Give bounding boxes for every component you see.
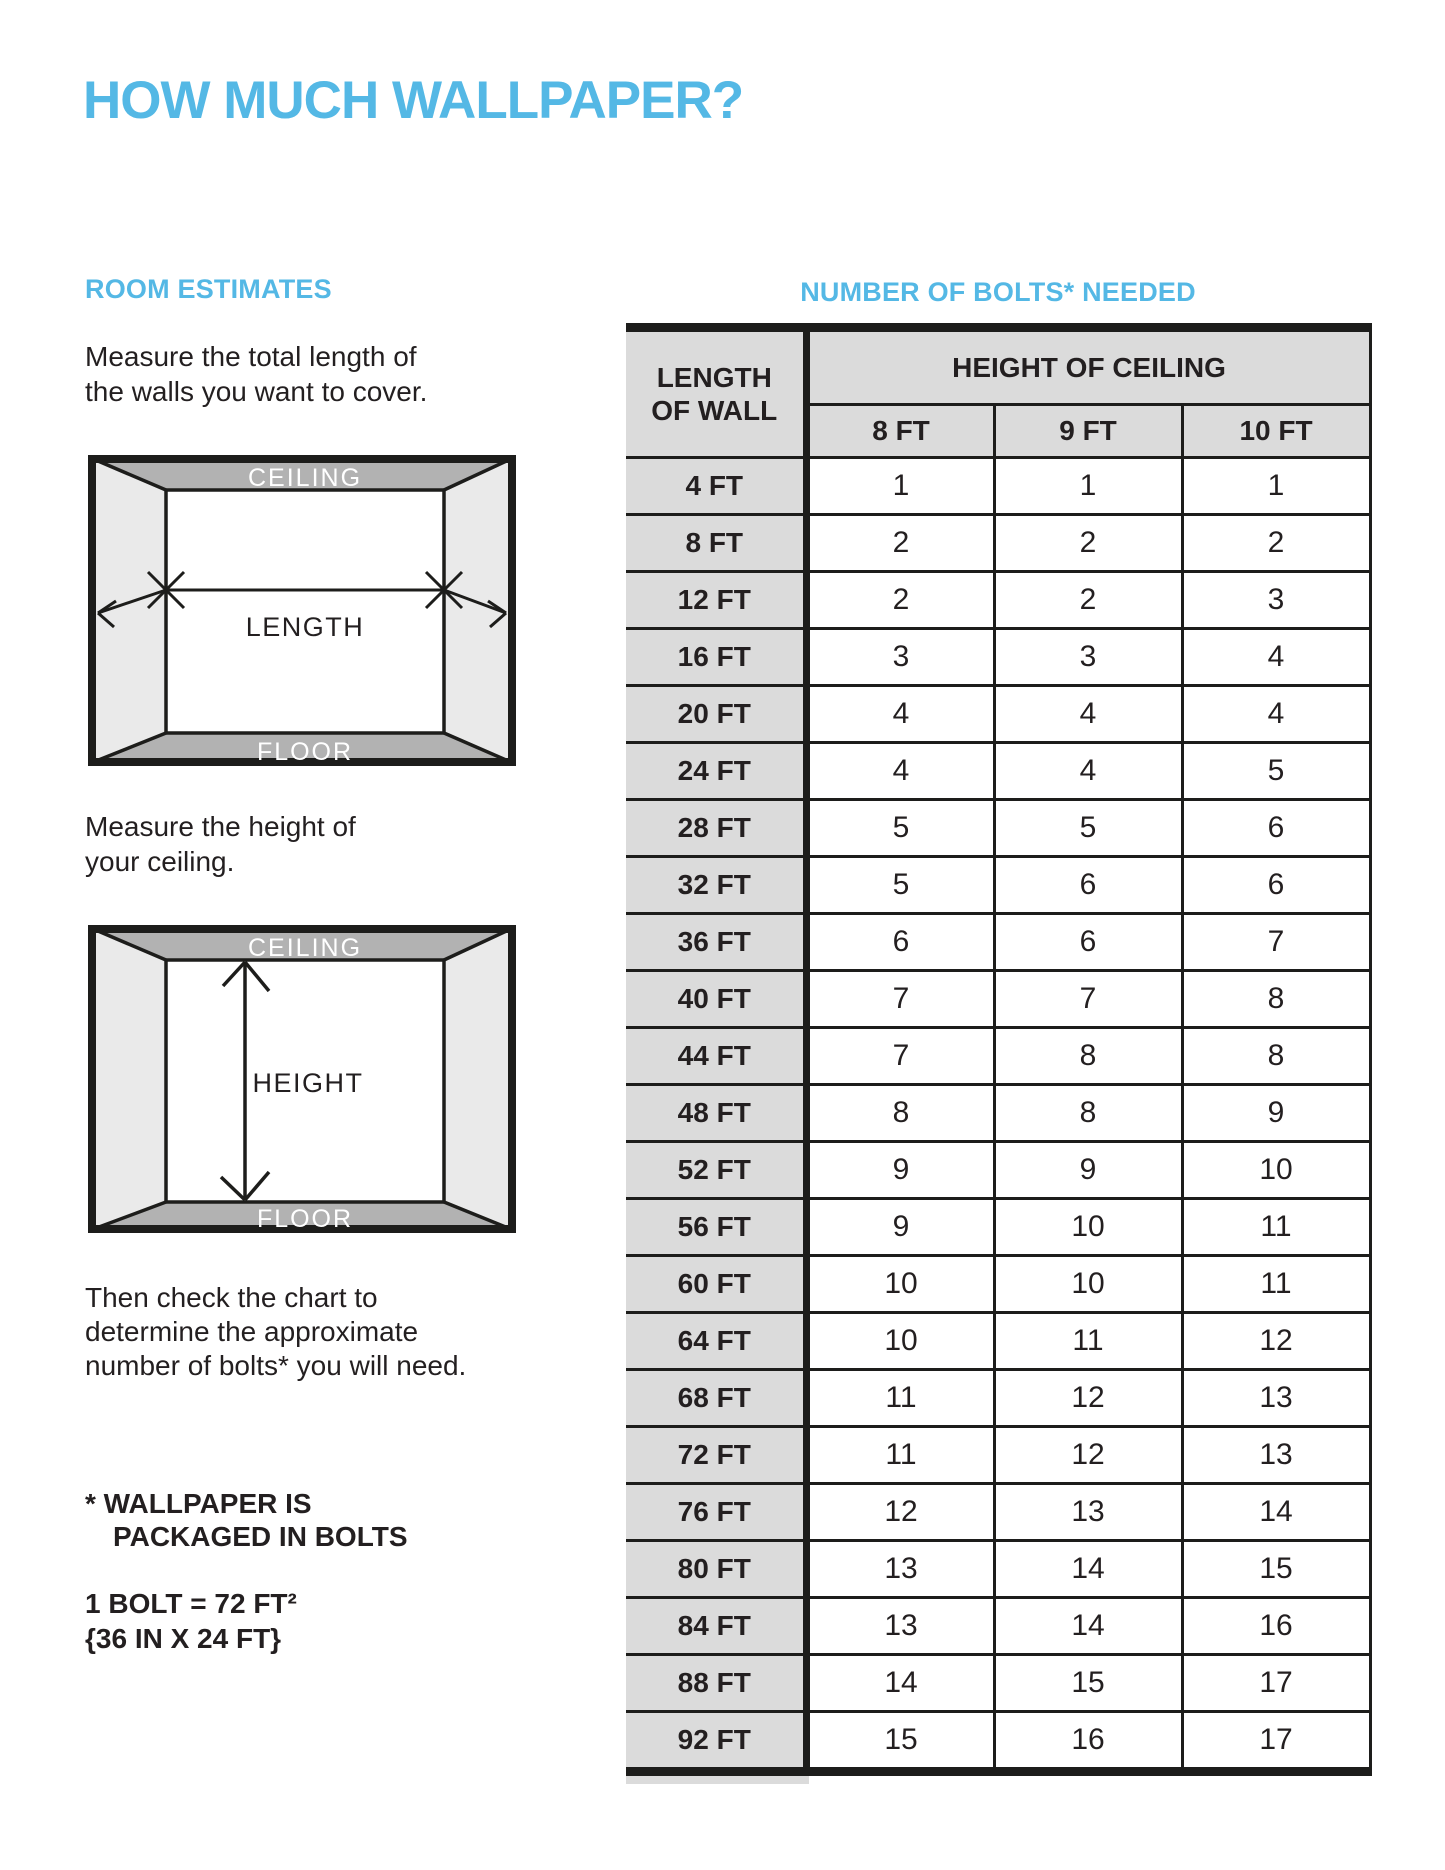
length-of-wall-header — [626, 328, 806, 458]
bolts-table — [626, 323, 1372, 1776]
ceiling-9ft-header: 9 FT — [994, 405, 1182, 458]
table-row — [626, 1313, 1370, 1370]
wall-length-label: 64 FT — [626, 1313, 806, 1370]
ceiling-10ft-header: 10 FT — [1182, 405, 1370, 458]
bolt-count-cell: 15 — [1182, 1541, 1370, 1598]
bolt-count-cell: 16 — [1182, 1598, 1370, 1655]
bolt-count-cell: 5 — [1182, 743, 1370, 800]
wall-length-label: 52 FT — [626, 1142, 806, 1199]
bolt-count-cell: 6 — [806, 914, 994, 971]
bolt-count-cell: 4 — [806, 686, 994, 743]
bolt-count-cell: 16 — [994, 1712, 1182, 1772]
table-row — [626, 515, 1370, 572]
bolts-table-container — [626, 323, 1370, 1784]
wall-length-label: 24 FT — [626, 743, 806, 800]
bolt-count-cell: 8 — [994, 1085, 1182, 1142]
room-estimates-heading: ROOM ESTIMATES — [85, 274, 332, 304]
bolt-definition — [85, 1586, 297, 1656]
bolt-count-cell: 4 — [994, 686, 1182, 743]
wall-length-label: 28 FT — [626, 800, 806, 857]
bolt-count-cell: 3 — [1182, 572, 1370, 629]
paragraph-line: determine the approximate — [85, 1316, 419, 1347]
table-row — [626, 1427, 1370, 1484]
ceiling-8ft-header: 8 FT — [806, 405, 994, 458]
bolt-count-cell: 10 — [994, 1199, 1182, 1256]
wall-length-label: 44 FT — [626, 1028, 806, 1085]
wall-length-label: 76 FT — [626, 1484, 806, 1541]
height-label: HEIGHT — [252, 1068, 364, 1098]
wall-length-label: 68 FT — [626, 1370, 806, 1427]
bolt-count-cell: 11 — [994, 1313, 1182, 1370]
wall-length-label: 8 FT — [626, 515, 806, 572]
table-row — [626, 1256, 1370, 1313]
bolt-count-cell: 3 — [994, 629, 1182, 686]
bolt-count-cell: 10 — [1182, 1142, 1370, 1199]
bolt-count-cell: 2 — [994, 515, 1182, 572]
bolt-count-cell: 9 — [806, 1199, 994, 1256]
bolt-count-cell: 3 — [806, 629, 994, 686]
bolt-count-cell: 12 — [1182, 1313, 1370, 1370]
page-title: HOW MUCH WALLPAPER? — [83, 71, 744, 130]
wallpaper-bolts-footnote — [85, 1487, 408, 1553]
bolt-count-cell: 2 — [1182, 515, 1370, 572]
table-row — [626, 1199, 1370, 1256]
bolt-count-cell: 8 — [806, 1085, 994, 1142]
length-label: LENGTH — [245, 612, 365, 642]
wall-length-label: 16 FT — [626, 629, 806, 686]
bolt-count-cell: 9 — [994, 1142, 1182, 1199]
table-body — [626, 458, 1370, 1772]
bolt-count-cell: 13 — [806, 1541, 994, 1598]
bolt-count-cell: 4 — [994, 743, 1182, 800]
bolt-count-cell: 12 — [994, 1427, 1182, 1484]
bolt-count-cell: 8 — [1182, 1028, 1370, 1085]
wall-length-label: 56 FT — [626, 1199, 806, 1256]
wall-length-label: 92 FT — [626, 1712, 806, 1772]
table-row — [626, 1541, 1370, 1598]
bolt-definition-line: {36 IN X 24 FT} — [85, 1623, 282, 1654]
bolt-count-cell: 15 — [994, 1655, 1182, 1712]
bolt-count-cell: 1 — [994, 458, 1182, 515]
table-header-row — [626, 328, 1370, 405]
bolt-count-cell: 14 — [806, 1655, 994, 1712]
paragraph-line: your ceiling. — [85, 846, 235, 877]
bolt-count-cell: 4 — [1182, 629, 1370, 686]
table-row — [626, 1712, 1370, 1772]
table-row — [626, 1655, 1370, 1712]
ceiling-label: CEILING — [247, 464, 363, 492]
table-row — [626, 686, 1370, 743]
bolt-count-cell: 2 — [994, 572, 1182, 629]
bolt-count-cell: 14 — [994, 1598, 1182, 1655]
bolt-count-cell: 11 — [806, 1427, 994, 1484]
floor-label: FLOOR — [256, 1205, 354, 1233]
bolt-count-cell: 7 — [1182, 914, 1370, 971]
table-row — [626, 800, 1370, 857]
table-row — [626, 1598, 1370, 1655]
wall-length-label: 36 FT — [626, 914, 806, 971]
wall-length-label: 40 FT — [626, 971, 806, 1028]
table-row — [626, 458, 1370, 515]
table-row — [626, 1370, 1370, 1427]
bolt-count-cell: 11 — [1182, 1199, 1370, 1256]
bolt-count-cell: 13 — [1182, 1370, 1370, 1427]
footnote-line: PACKAGED IN BOLTS — [113, 1521, 408, 1552]
bolt-count-cell: 10 — [806, 1313, 994, 1370]
bolt-count-cell: 6 — [994, 914, 1182, 971]
table-row — [626, 743, 1370, 800]
wall-length-label: 48 FT — [626, 1085, 806, 1142]
bolt-count-cell: 7 — [806, 971, 994, 1028]
wall-length-label: 12 FT — [626, 572, 806, 629]
bolt-count-cell: 10 — [994, 1256, 1182, 1313]
bolt-count-cell: 6 — [1182, 857, 1370, 914]
bolt-count-cell: 6 — [1182, 800, 1370, 857]
bolt-count-cell: 14 — [994, 1541, 1182, 1598]
bolt-count-cell: 2 — [806, 515, 994, 572]
wall-length-label: 80 FT — [626, 1541, 806, 1598]
bolt-count-cell: 13 — [806, 1598, 994, 1655]
height-of-ceiling-header: HEIGHT OF CEILING — [806, 328, 1370, 405]
table-row — [626, 1028, 1370, 1085]
table-row — [626, 629, 1370, 686]
table-row — [626, 1484, 1370, 1541]
bolt-count-cell: 17 — [1182, 1712, 1370, 1772]
bolt-count-cell: 7 — [806, 1028, 994, 1085]
label-column-stub — [626, 1776, 809, 1784]
paragraph-measure-height — [85, 809, 356, 879]
bolt-count-cell: 1 — [1182, 458, 1370, 515]
footnote-line: * WALLPAPER IS — [85, 1488, 312, 1519]
bolt-count-cell: 11 — [1182, 1256, 1370, 1313]
wall-length-label: 60 FT — [626, 1256, 806, 1313]
bolt-count-cell: 17 — [1182, 1655, 1370, 1712]
bolt-count-cell: 9 — [1182, 1085, 1370, 1142]
room-length-diagram — [88, 455, 516, 766]
floor-label: FLOOR — [256, 738, 354, 766]
paragraph-line: Then check the chart to — [85, 1282, 378, 1313]
table-row — [626, 914, 1370, 971]
header-line: LENGTH — [656, 362, 772, 393]
paragraph-line: number of bolts* you will need. — [85, 1350, 467, 1381]
bolt-count-cell: 13 — [994, 1484, 1182, 1541]
paragraph-measure-length — [85, 339, 427, 409]
paragraph-line: Measure the total length of — [85, 341, 417, 372]
paragraph-line: the walls you want to cover. — [85, 376, 428, 407]
bolt-count-cell: 7 — [994, 971, 1182, 1028]
table-row — [626, 971, 1370, 1028]
wall-length-label: 84 FT — [626, 1598, 806, 1655]
table-row — [626, 857, 1370, 914]
wall-length-label: 72 FT — [626, 1427, 806, 1484]
wall-length-label: 32 FT — [626, 857, 806, 914]
bolt-count-cell: 5 — [994, 800, 1182, 857]
bolt-count-cell: 9 — [806, 1142, 994, 1199]
table-row — [626, 572, 1370, 629]
bolt-count-cell: 5 — [806, 857, 994, 914]
bolt-count-cell: 14 — [1182, 1484, 1370, 1541]
bolt-count-cell: 12 — [806, 1484, 994, 1541]
bolt-count-cell: 4 — [806, 743, 994, 800]
bolt-count-cell: 6 — [994, 857, 1182, 914]
bolt-definition-line: 1 BOLT = 72 FT² — [85, 1588, 297, 1619]
wall-length-label: 88 FT — [626, 1655, 806, 1712]
bolt-count-cell: 8 — [1182, 971, 1370, 1028]
room-height-diagram — [88, 925, 516, 1233]
ceiling-label: CEILING — [247, 934, 363, 962]
table-row — [626, 1142, 1370, 1199]
bolt-count-cell: 4 — [1182, 686, 1370, 743]
bolt-count-cell: 15 — [806, 1712, 994, 1772]
bolt-count-cell: 1 — [806, 458, 994, 515]
table-row — [626, 1085, 1370, 1142]
paragraph-check-chart — [85, 1281, 466, 1383]
wall-length-label: 20 FT — [626, 686, 806, 743]
wall-length-label: 4 FT — [626, 458, 806, 515]
bolt-count-cell: 12 — [994, 1370, 1182, 1427]
bolts-needed-heading: NUMBER OF BOLTS* NEEDED — [800, 277, 1196, 307]
bolt-count-cell: 2 — [806, 572, 994, 629]
bolt-count-cell: 8 — [994, 1028, 1182, 1085]
header-line: OF WALL — [651, 395, 778, 426]
paragraph-line: Measure the height of — [85, 811, 356, 842]
bolt-count-cell: 11 — [806, 1370, 994, 1427]
bolt-count-cell: 13 — [1182, 1427, 1370, 1484]
bolt-count-cell: 5 — [806, 800, 994, 857]
bolt-count-cell: 10 — [806, 1256, 994, 1313]
